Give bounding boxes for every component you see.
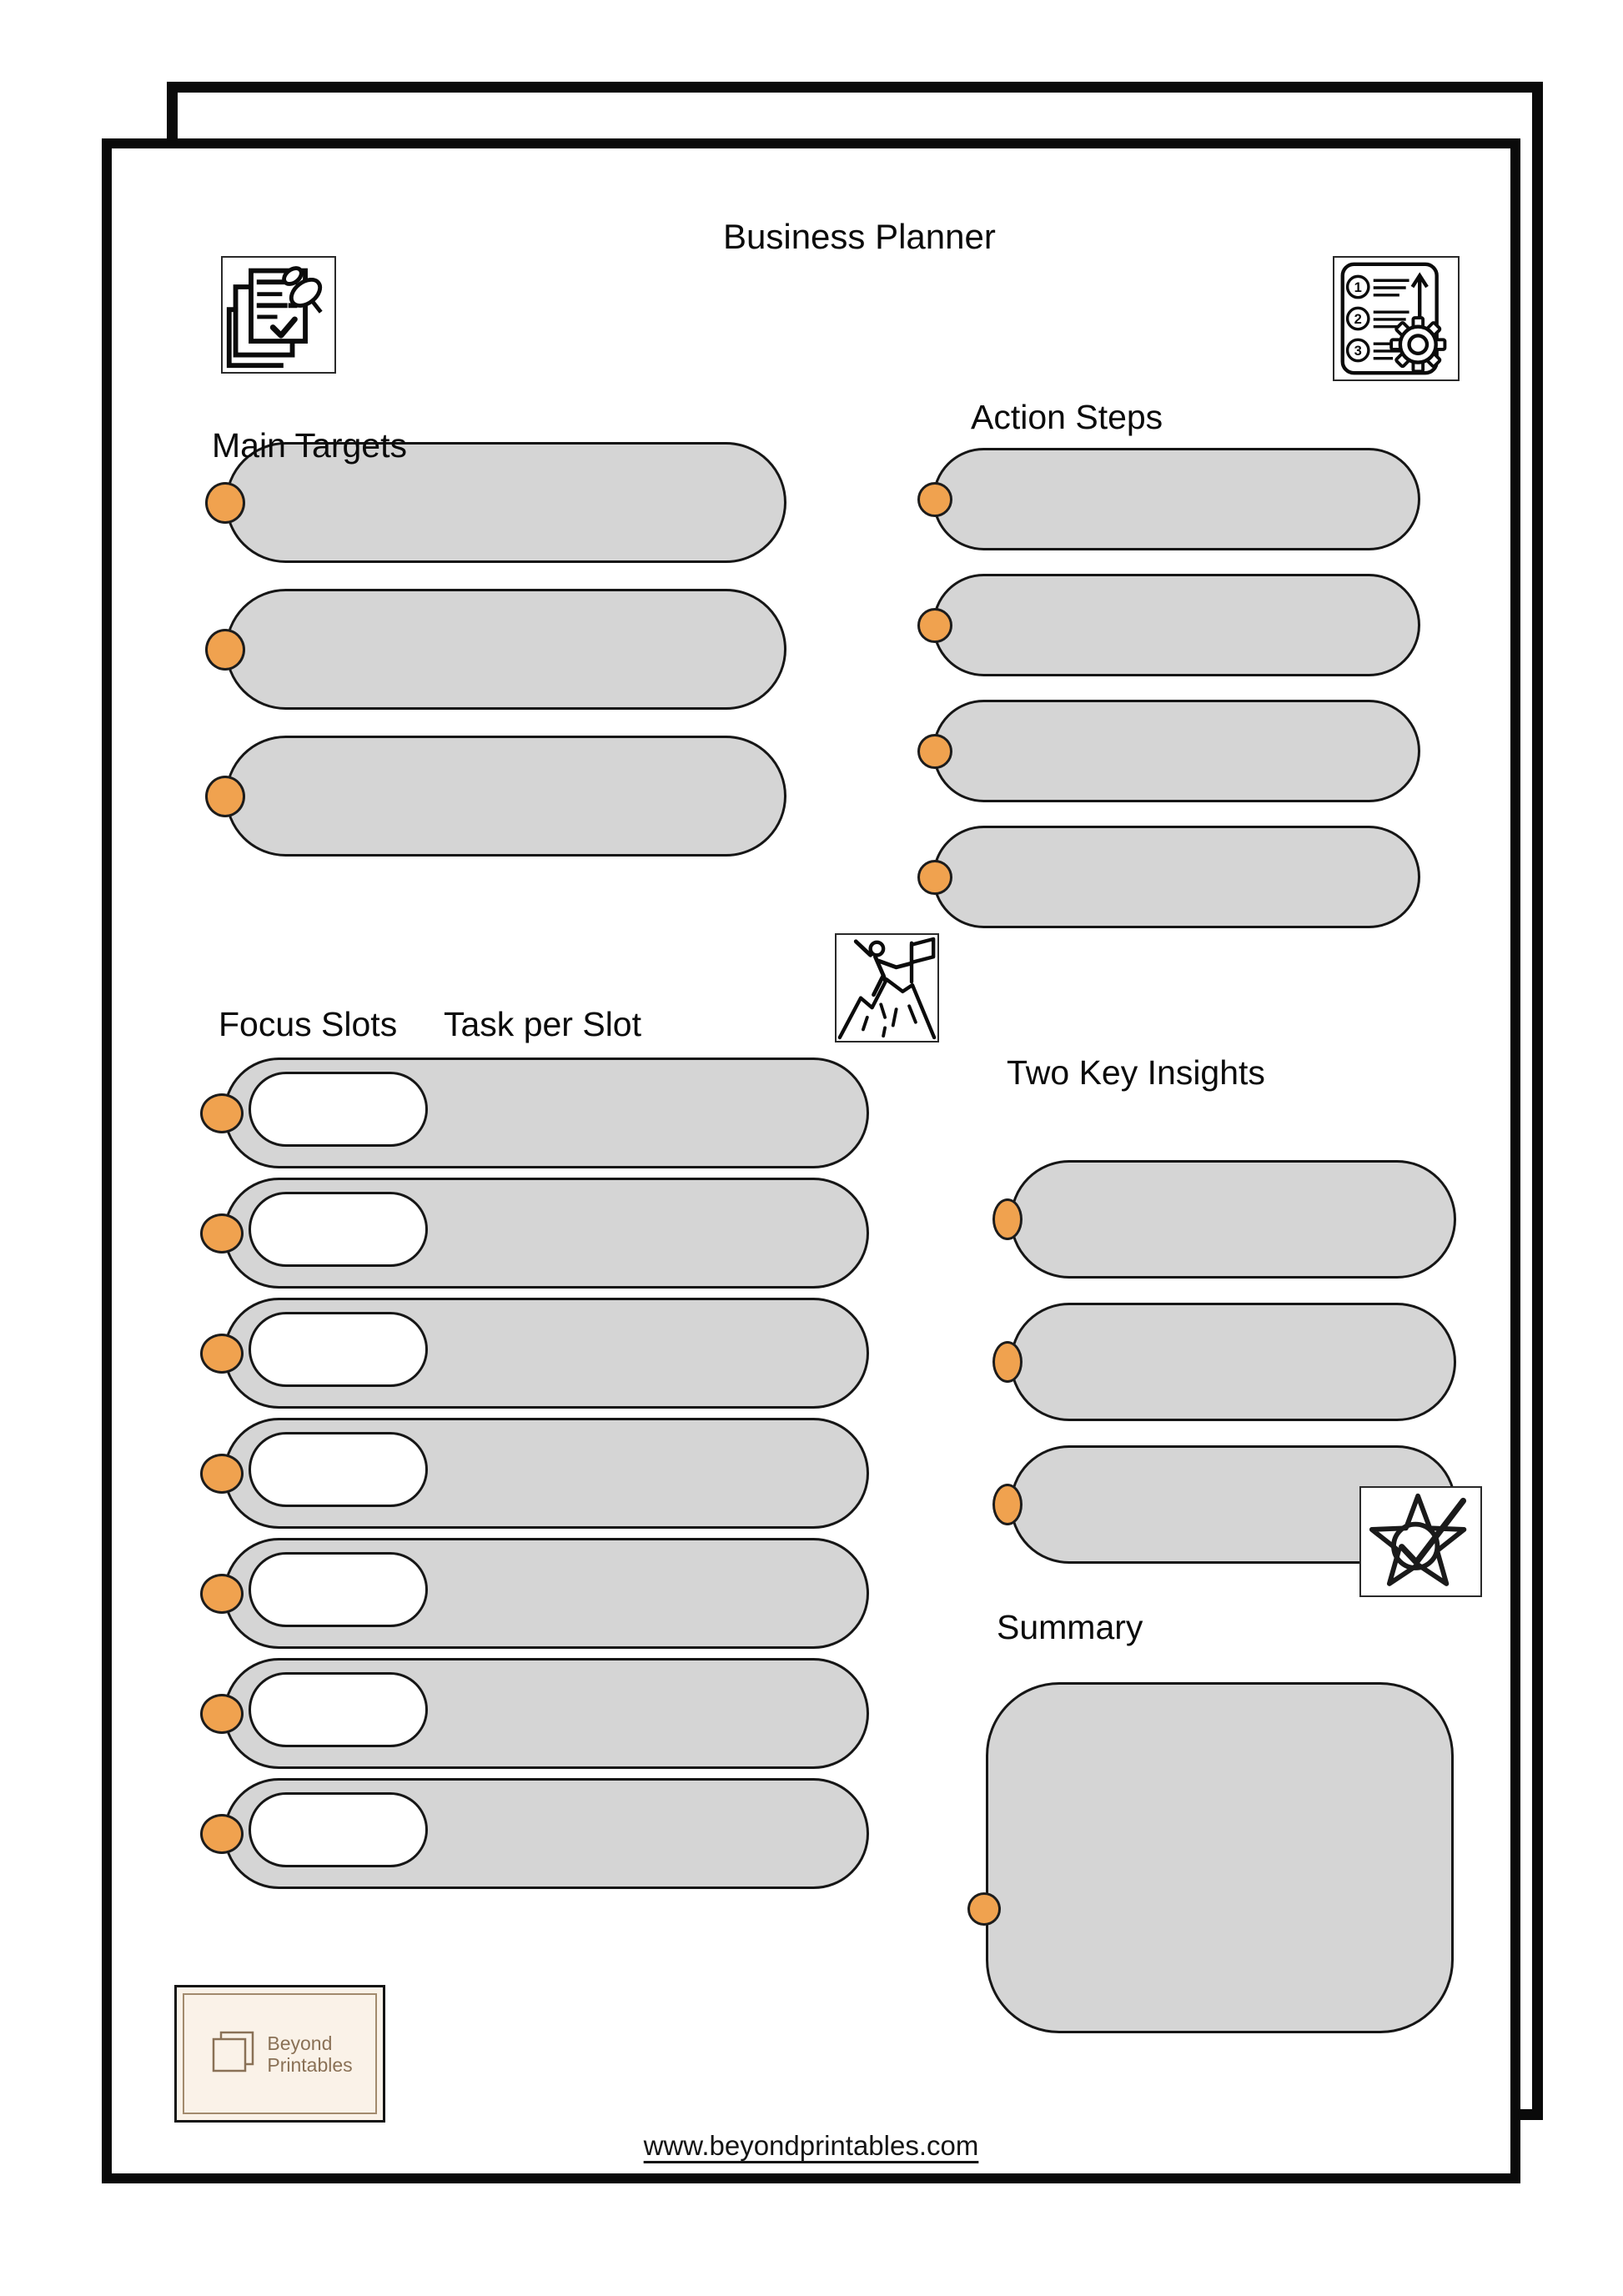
summary-field[interactable] [986,1682,1454,2033]
focus-slot[interactable] [224,1418,869,1529]
insight-slot[interactable] [1010,1303,1456,1421]
focus-slot-time-field[interactable] [249,1552,428,1627]
mountain-flag-icon [835,933,939,1042]
logo-line1: Beyond [267,2032,333,2054]
bullet-dot [992,1198,1023,1240]
bullet-dot [205,629,245,671]
focus-slots-label: Focus Slots [219,1005,398,1043]
bullet-dot [205,482,245,524]
focus-slot[interactable] [224,1658,869,1769]
main-target-slot[interactable] [225,589,786,710]
website-link[interactable]: www.beyondprintables.com [643,2130,979,2161]
summary-label: Summary [997,1608,1143,1646]
page-title: Business Planner [723,217,996,256]
focus-slot-time-field[interactable] [249,1672,428,1747]
logo-squares-icon [207,2028,259,2080]
bullet-dot [917,860,952,895]
bullet-dot [200,1694,244,1734]
bullet-dot [200,1454,244,1494]
action-step-slot[interactable] [932,826,1420,928]
insight-slot[interactable] [1010,1160,1456,1279]
focus-slot[interactable] [224,1058,869,1168]
checklist-pin-icon [221,256,336,374]
bullet-dot [200,1334,244,1374]
bullet-dot [917,482,952,517]
bullet-dot [200,1093,244,1133]
main-target-slot[interactable] [225,736,786,857]
main-targets-label: Main Targets [212,426,407,465]
focus-slot[interactable] [224,1178,869,1289]
bullet-dot [205,776,245,817]
focus-slot-time-field[interactable] [249,1192,428,1267]
bullet-dot [200,1574,244,1614]
svg-text:1: 1 [1354,279,1362,295]
logo-wordmark [267,2032,352,2076]
focus-slot-time-field[interactable] [249,1072,428,1147]
action-step-slot[interactable] [932,700,1420,802]
action-steps-list [932,448,1420,928]
main-targets-list [225,442,786,857]
logo-line2: Printables [267,2053,353,2076]
bullet-dot [200,1213,244,1254]
bullet-dot [967,1892,1001,1926]
focus-slot-time-field[interactable] [249,1432,428,1507]
action-step-slot[interactable] [932,574,1420,676]
numbered-list-gear-icon [1333,256,1460,381]
focus-slot-time-field[interactable] [249,1792,428,1867]
bullet-dot [992,1341,1023,1383]
focus-slots-list [224,1058,869,1889]
bullet-dot [917,734,952,769]
focus-slot[interactable] [224,1538,869,1649]
bullet-dot [200,1814,244,1854]
task-per-slot-label: Task per Slot [444,1005,641,1043]
beyond-printables-logo [174,1985,385,2123]
focus-slot[interactable] [224,1778,869,1889]
focus-slot-time-field[interactable] [249,1312,428,1387]
two-key-insights-label: Two Key Insights [1007,1053,1265,1092]
svg-text:3: 3 [1354,342,1362,359]
action-steps-label: Action Steps [971,398,1163,436]
star-check-icon [1359,1486,1482,1597]
logo-inner-frame [183,1993,377,2114]
action-step-slot[interactable] [932,448,1420,550]
svg-text:2: 2 [1354,310,1362,327]
bullet-dot [917,608,952,643]
focus-slot[interactable] [224,1298,869,1409]
bullet-dot [992,1484,1023,1525]
